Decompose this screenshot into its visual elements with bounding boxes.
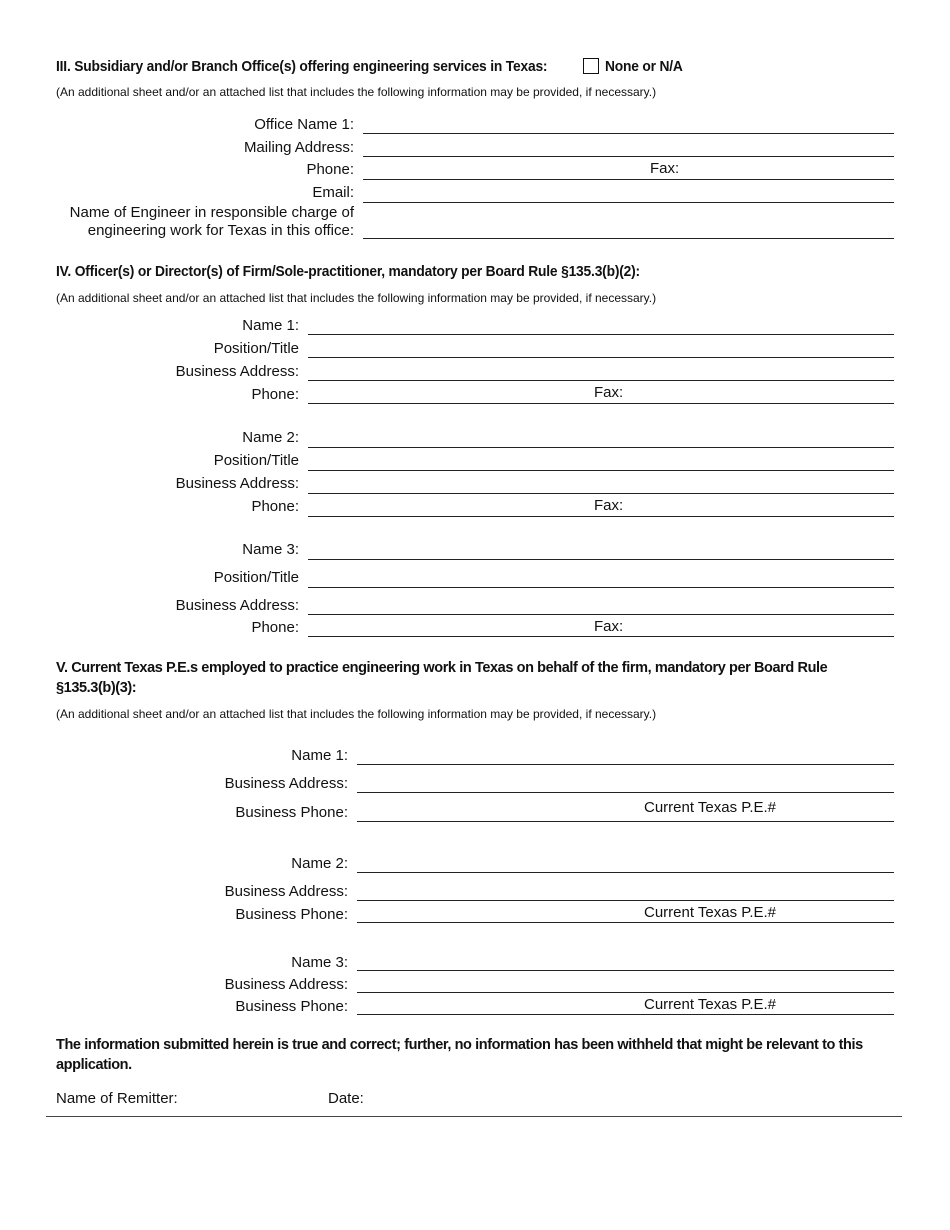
- officer-3-fax-label: Fax:: [594, 618, 624, 635]
- remitter-name-label: Name of Remitter:: [56, 1090, 178, 1107]
- section-3-heading: III. Subsidiary and/or Branch Office(s) offering engineering services in Texas:: [56, 58, 548, 75]
- pe-1-name-label: Name 1:: [291, 747, 348, 764]
- officer-1-phone-label: Phone:: [251, 386, 299, 403]
- officer-3-phone-fax-field[interactable]: [308, 636, 894, 637]
- mailing-address-label: Mailing Address:: [243, 139, 354, 156]
- officer-3-position-field[interactable]: [308, 587, 894, 588]
- pe-3-name-label: Name 3:: [291, 954, 348, 971]
- officer-1-position-field[interactable]: [308, 357, 894, 358]
- officer-1-address-label: Business Address:: [175, 363, 299, 380]
- officer-3-position-label: Position/Title: [213, 569, 299, 586]
- pe-2-address-label: Business Address:: [224, 883, 348, 900]
- mailing-address-field[interactable]: [363, 156, 894, 157]
- section-4-heading: IV. Officer(s) or Director(s) of Firm/Sole-practitioner, mandatory per Board Rule §135.3(b)(2):: [56, 263, 640, 280]
- engineer-in-charge-label-1: Name of Engineer in responsible charge of: [69, 204, 354, 221]
- pe-2-license-label: Current Texas P.E.#: [644, 904, 777, 921]
- section-5-heading: V. Current Texas P.E.s employed to practice engineering work in Texas on behalf of the firm, mandatory per Board Rule §135.3(b)(3):: [56, 660, 828, 696]
- engineer-in-charge-field[interactable]: [363, 238, 894, 239]
- office-phone-fax-field[interactable]: [363, 179, 894, 180]
- officer-1-name-label: Name 1:: [242, 317, 299, 334]
- office-fax-label: Fax:: [650, 160, 680, 177]
- officer-2-position-field[interactable]: [308, 470, 894, 471]
- pe-1-phone-label: Business Phone:: [235, 804, 348, 821]
- officer-1-address-field[interactable]: [308, 380, 894, 381]
- officer-2-fax-label: Fax:: [594, 497, 624, 514]
- pe-2-phone-license-field[interactable]: [357, 922, 894, 923]
- officer-3-address-field[interactable]: [308, 614, 894, 615]
- pe-2-address-field[interactable]: [357, 900, 894, 901]
- pe-1-address-field[interactable]: [357, 792, 894, 793]
- section-3-note: (An additional sheet and/or an attached list that includes the following information may be provided, if necessary.): [56, 85, 657, 99]
- pe-1-address-label: Business Address:: [224, 775, 348, 792]
- office-name-label: Office Name 1:: [254, 116, 354, 133]
- office-email-label: Email:: [312, 184, 354, 201]
- none-na-checkbox[interactable]: [583, 58, 599, 74]
- officer-2-name-label: Name 2:: [242, 429, 299, 446]
- pe-2-phone-label: Business Phone:: [235, 906, 348, 923]
- pe-1-license-label: Current Texas P.E.#: [644, 799, 777, 816]
- pe-3-phone-license-field[interactable]: [357, 1014, 894, 1015]
- pe-3-phone-label: Business Phone:: [235, 998, 348, 1015]
- engineer-in-charge-label-2: engineering work for Texas in this office:: [87, 222, 354, 239]
- pe-3-address-field[interactable]: [357, 992, 894, 993]
- officer-2-phone-label: Phone:: [251, 498, 299, 515]
- pe-1-phone-license-field[interactable]: [357, 821, 894, 822]
- pe-3-license-label: Current Texas P.E.#: [644, 996, 777, 1013]
- officer-1-name-field[interactable]: [308, 334, 894, 335]
- officer-2-phone-fax-field[interactable]: [308, 516, 894, 517]
- officer-3-name-field[interactable]: [308, 559, 894, 560]
- officer-3-name-label: Name 3:: [242, 541, 299, 558]
- pe-3-name-field[interactable]: [357, 970, 894, 971]
- office-phone-label: Phone:: [306, 161, 354, 178]
- pe-2-name-field[interactable]: [357, 872, 894, 873]
- officer-3-address-label: Business Address:: [175, 597, 299, 614]
- officer-3-phone-label: Phone:: [251, 619, 299, 636]
- officer-2-address-field[interactable]: [308, 493, 894, 494]
- section-4-note: (An additional sheet and/or an attached list that includes the following information may be provided, if necessary.): [56, 291, 657, 305]
- office-name-field[interactable]: [363, 133, 894, 134]
- officer-2-position-label: Position/Title: [213, 452, 299, 469]
- pe-1-name-field[interactable]: [357, 764, 894, 765]
- section-5-note: (An additional sheet and/or an attached list that includes the following information may be provided, if necessary.): [56, 707, 657, 721]
- office-email-field[interactable]: [363, 202, 894, 203]
- officer-2-address-label: Business Address:: [175, 475, 299, 492]
- pe-2-name-label: Name 2:: [291, 855, 348, 872]
- pe-3-address-label: Business Address:: [224, 976, 348, 993]
- officer-1-phone-fax-field[interactable]: [308, 403, 894, 404]
- officer-1-position-label: Position/Title: [213, 340, 299, 357]
- date-label: Date:: [328, 1090, 364, 1107]
- signature-line[interactable]: [46, 1116, 902, 1117]
- none-na-label: None or N/A: [605, 58, 683, 75]
- officer-2-name-field[interactable]: [308, 447, 894, 448]
- officer-1-fax-label: Fax:: [594, 384, 624, 401]
- certification-statement: The information submitted herein is true and correct; further, no information has been withheld that might be relevant to this application.: [56, 1037, 863, 1073]
